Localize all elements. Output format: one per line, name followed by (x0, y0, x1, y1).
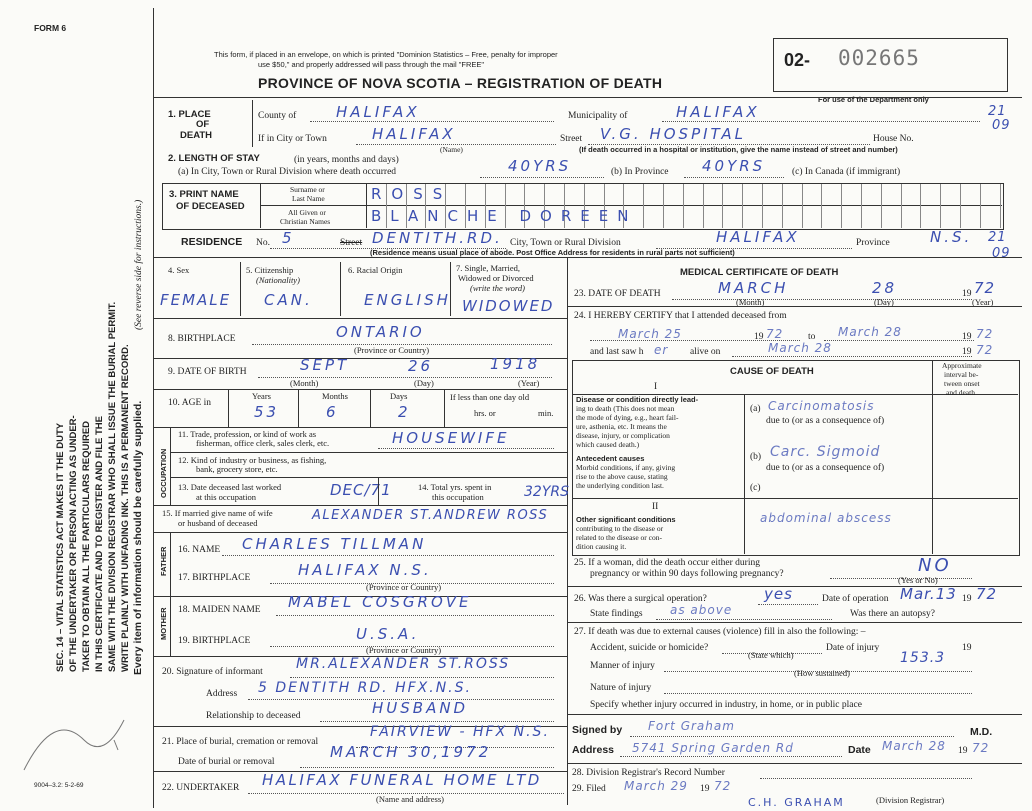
divider-medical (567, 257, 568, 805)
last-saw-pronoun: er (654, 343, 669, 357)
cause-b-label: (b) (750, 452, 762, 462)
spouse-label-1: 15. If married give name of wife (162, 508, 273, 518)
attend-from-year: 72 (766, 327, 784, 341)
total-years-label-2: this occupation (432, 492, 484, 502)
letter-cell-divider (881, 184, 882, 206)
letter-cell-divider (663, 206, 664, 228)
given-label-1: All Given or (288, 208, 326, 217)
residence-no-value: 5 (282, 229, 295, 247)
pregnancy-label-1: 25. If a woman, did the death occur either during (574, 558, 760, 568)
letter-cell-divider (920, 206, 921, 228)
envelope-note-2: use $50," and properly addressed will pass through the mail "FREE" (258, 60, 485, 69)
dob-day: 26 (408, 357, 434, 375)
letter-cell-divider (1000, 184, 1001, 206)
dob-day-caption: (Day) (414, 378, 434, 388)
mother-birthplace-caption: (Province or Country) (366, 645, 442, 655)
marital-value: WIDOWED (462, 297, 555, 315)
signed-by-label: Signed by (572, 724, 623, 736)
surgery-label: 26. Was there a surgical operation? (574, 594, 707, 604)
age-months-label: Months (322, 391, 348, 401)
city-label: If in City or Town (258, 134, 327, 144)
other-conditions-value: abdominal abscess (760, 511, 892, 525)
letter-cell-divider (762, 206, 763, 228)
letter-cell-divider (584, 184, 585, 206)
due-to-label-1: due to (or as a consequence of) (766, 416, 885, 426)
attend-to-prefix: 19 (962, 332, 972, 342)
form-number: FORM 6 (34, 23, 67, 33)
citizenship-label-1: 5. Citizenship (246, 265, 294, 275)
informant-address-value: 5 DENTITH RD. HFX.N.S. (258, 680, 472, 696)
side-note-3: TAKER TO OBTAIN ALL THE PARTICULARS REQUIRED (81, 420, 92, 672)
dob-label: 9. DATE OF BIRTH (168, 367, 247, 377)
mother-side-label: MOTHER (159, 607, 168, 640)
department-note: For use of the Department only (818, 95, 929, 104)
age-label: 10. AGE in (168, 398, 212, 408)
dept-code-4: 09 (992, 246, 1011, 261)
burial-date-label: Date of burial or removal (178, 757, 275, 767)
letter-cell-divider (920, 184, 921, 206)
letter-cell-divider (821, 206, 822, 228)
industry-label-1: 12. Kind of industry or business, as fishing, (178, 455, 327, 465)
letter-cell-divider (861, 184, 862, 206)
registrar-caption: (Division Registrar) (876, 795, 945, 805)
division-label: City, Town or Rural Division (510, 238, 621, 248)
other-label-3: related to the disease or con- (576, 533, 663, 542)
letter-cell-divider (465, 184, 466, 206)
mother-maiden-label: 18. MAIDEN NAME (178, 605, 261, 615)
letter-cell-divider (505, 184, 506, 206)
filed-year-prefix: 19 (700, 784, 710, 794)
industry-label-2: bank, grocery store, etc. (196, 464, 278, 474)
side-note-1: SEC. 14 – VITAL STATISTICS ACT MAKES IT THE DUTY (55, 422, 66, 672)
age-days-label: Days (390, 391, 408, 401)
letter-cell-divider (782, 206, 783, 228)
letter-cell-divider (802, 206, 803, 228)
total-years-label-1: 14. Total yrs. spent in (418, 482, 492, 492)
age-days-value: 2 (398, 403, 411, 421)
place-label-3: DEATH (180, 130, 213, 141)
stay-b-label: (b) In Province (611, 167, 669, 177)
antecedent-label-4: the underlying condition last. (576, 481, 664, 490)
side-note-7: (See reverse side for instructions.) (134, 199, 144, 330)
county-label: County of (258, 111, 297, 121)
specify-label: Specify whether injury occurred in industry, in home, or in public place (590, 700, 862, 710)
dod-day: 28 (872, 279, 898, 297)
burial-date-value: MARCH 30,1972 (330, 743, 492, 761)
pregnancy-caption: (Yes or No) (898, 575, 938, 585)
registration-number: 002665 (838, 46, 920, 70)
residence-street-value: DENTITH.RD. (372, 229, 503, 247)
city-name-caption: (Name) (440, 145, 463, 154)
letter-cell-divider (841, 206, 842, 228)
dod-month: MARCH (718, 279, 789, 297)
city-value: HALIFAX (372, 125, 456, 143)
medical-header: MEDICAL CERTIFICATE OF DEATH (680, 267, 839, 278)
given-names-value: BLANCHE DOREEN (371, 207, 638, 225)
hospital-note: (If death occurred in a hospital or institution, give the name instead of street and number) (579, 145, 898, 154)
father-birthplace-value: HALIFAX N.S. (298, 561, 432, 579)
place-label-1: 1. PLACE (168, 109, 211, 120)
marital-label-3: (write the word) (470, 283, 525, 293)
attend-to-year: 72 (976, 327, 994, 341)
trade-label-2: fisherman, office clerk, sales clerk, etc. (196, 438, 330, 448)
md-label: M.D. (970, 726, 993, 738)
letter-cell-divider (861, 206, 862, 228)
spouse-label-2: or husband of deceased (178, 518, 258, 528)
dod-label: 23. DATE OF DEATH (574, 289, 661, 299)
dod-year-prefix: 19 (962, 289, 972, 299)
attend-from: March 25 (618, 327, 682, 341)
pregnancy-value: NO (918, 555, 952, 576)
stay-label: 2. LENGTH OF STAY (168, 153, 260, 164)
letter-cell-divider (1000, 206, 1001, 228)
side-note-2: OF THE UNDERTAKER OR PERSON ACTING AS UNDER- (68, 415, 79, 672)
dept-code-3: 21 (988, 230, 1007, 245)
date-year: 72 (972, 741, 990, 755)
interval-header-3: tween onset (944, 379, 980, 388)
attend-to: March 28 (838, 325, 902, 339)
state-which-caption: (State which) (748, 650, 794, 660)
injury-date-label: Date of injury (826, 643, 880, 653)
citizenship-value: CAN. (264, 291, 313, 309)
last-saw-year: 72 (976, 343, 994, 357)
residence-street-label: Street (340, 238, 363, 248)
nature-label: Nature of injury (590, 683, 652, 693)
letter-cell-divider (881, 206, 882, 228)
letter-cell-divider (980, 206, 981, 228)
residence-label: RESIDENCE (181, 236, 243, 248)
letter-cell-divider (544, 184, 545, 206)
sex-value: FEMALE (160, 291, 232, 309)
disease-label-6: which caused death.) (576, 440, 640, 449)
other-label-4: dition causing it. (576, 542, 627, 551)
registration-prefix: 02- (784, 50, 811, 70)
letter-cell-divider (683, 184, 684, 206)
surname-label-1: Surname or (290, 185, 325, 194)
cause-header: CAUSE OF DEATH (730, 366, 814, 377)
street-value: V.G. HOSPITAL (600, 125, 746, 143)
frame-top (153, 97, 1022, 98)
letter-cell-divider (703, 184, 704, 206)
letter-cell-divider (960, 206, 961, 228)
due-to-label-2: due to (or as a consequence of) (766, 463, 885, 473)
marital-label-1: 7. Single, Married, (456, 263, 520, 273)
manner-label: Manner of injury (590, 661, 655, 671)
margin-scribble-icon (14, 700, 134, 780)
informant-address-label: Address (206, 689, 238, 699)
surgery-date-label: Date of operation (822, 594, 889, 604)
date-year-prefix: 19 (958, 746, 968, 756)
age-lt-label: If less than one day old (450, 392, 530, 402)
stay-a-label: (a) In City, Town or Rural Division where death occurred (178, 167, 397, 177)
dod-month-caption: (Month) (736, 297, 765, 307)
disease-label-1: Disease or condition directly lead- (576, 395, 699, 404)
letter-cell-divider (802, 184, 803, 206)
disease-label-4: ure, asthenia, etc. It means the (576, 422, 667, 431)
name-label-1: 3. PRINT NAME (169, 189, 239, 200)
dept-code-2: 09 (992, 118, 1011, 133)
letter-cell-divider (841, 184, 842, 206)
divider-residence (153, 257, 1022, 258)
antecedent-label-3: rise to the above cause, stating (576, 472, 668, 481)
age-months-value: 6 (326, 403, 339, 421)
given-label-2: Christian Names (280, 217, 331, 226)
informant-sig-value: MR.ALEXANDER ST.ROSS (296, 656, 511, 672)
side-note-4: IN THIS CERTIFICATE AND TO REGISTER AND FILE THE (94, 416, 105, 672)
undertaker-caption: (Name and address) (376, 794, 444, 804)
father-birthplace-label: 17. BIRTHPLACE (178, 573, 251, 583)
street-label: Street (560, 134, 583, 144)
external-label: 27. If death was due to external causes (violence) fill in also the following: – (574, 627, 866, 637)
birthplace-value: ONTARIO (336, 323, 425, 341)
last-saw-prefix: 19 (962, 347, 972, 357)
divider-place (252, 100, 253, 147)
letter-cell-divider (901, 184, 902, 206)
cause-a-label: (a) (750, 404, 761, 414)
letter-cell-divider (643, 184, 644, 206)
sex-label: 4. Sex (168, 265, 190, 275)
trade-label-1: 11. Trade, profession, or kind of work as (178, 429, 317, 439)
last-worked-label-2: at this occupation (196, 492, 256, 502)
letter-cell-divider (703, 206, 704, 228)
dob-year-caption: (Year) (518, 378, 540, 388)
letter-cell-divider (762, 184, 763, 206)
last-saw-date: March 28 (768, 341, 832, 355)
attend-label: 24. I HEREBY CERTIFY that I attended deceased from (574, 311, 787, 321)
interval-header-1: Approximate (942, 361, 982, 370)
frame-left (153, 8, 154, 808)
letter-cell-divider (742, 206, 743, 228)
findings-label: State findings (590, 609, 643, 619)
dod-day-caption: (Day) (874, 297, 894, 307)
division-value: HALIFAX (716, 228, 800, 246)
side-note-6: WRITE PLAINLY WITH UNFADING INK. THIS IS A PERMANENT RECORD. (120, 344, 131, 672)
residence-note: (Residence means usual place of abode. Post Office Address for residents in rural parts not sufficient) (370, 248, 735, 257)
undertaker-value: HALIFAX FUNERAL HOME LTD (262, 771, 542, 789)
filed-year: 72 (714, 779, 732, 793)
province-label: Province (856, 238, 890, 248)
relationship-value: HUSBAND (372, 699, 469, 717)
total-years-value: 32YRS (524, 484, 569, 500)
date-value: March 28 (882, 739, 946, 753)
last-saw-label-2: alive on (690, 347, 721, 357)
surgery-year-prefix: 19 (962, 594, 972, 604)
mother-birthplace-label: 19. BIRTHPLACE (178, 636, 251, 646)
trade-value: HOUSEWIFE (392, 429, 510, 447)
municipality-value: HALIFAX (676, 103, 760, 121)
place-label-2: OF (196, 119, 210, 130)
letter-cell-divider (960, 184, 961, 206)
cause-c-label: (c) (750, 483, 761, 493)
burial-place-value: FAIRVIEW - HFX N.S. (370, 724, 550, 740)
disease-label-2: ing to death (This does not mean (576, 404, 675, 413)
age-years-value: 53 (254, 403, 280, 421)
disease-label-3: the mode of dying, e.g., heart fail- (576, 413, 679, 422)
footer-code: 9004–3.2: 5-2-69 (34, 782, 84, 789)
injury-year-prefix: 19 (962, 643, 972, 653)
form-title: PROVINCE OF NOVA SCOTIA – REGISTRATION OF DEATH (258, 75, 663, 91)
other-label-2: contributing to the disease or (576, 524, 664, 533)
findings-value: as above (670, 603, 733, 617)
surgery-date-value: Mar.13 (900, 585, 957, 603)
cause-a-value: Carcinomatosis (768, 399, 875, 413)
disease-label-5: disease, injury, or complication (576, 431, 670, 440)
interval-header-4: and death (946, 388, 975, 397)
marital-label-2: Widowed or Divorced (458, 273, 534, 283)
cause-roman-1: I (654, 382, 658, 392)
residence-no-label: No. (256, 238, 270, 248)
municipality-label: Municipality of (568, 111, 628, 121)
surname-value: ROSS (371, 185, 453, 203)
letter-cell-divider (782, 184, 783, 206)
house-label: House No. (873, 134, 914, 144)
spouse-value: ALEXANDER ST.ANDREW ROSS (312, 508, 549, 523)
interval-header-2: interval be- (944, 370, 979, 379)
age-hrs-label: hrs. or (474, 408, 496, 418)
side-note-8: Every item of information should be carefully supplied. (132, 400, 144, 675)
county-value: HALIFAX (336, 103, 420, 121)
address-value: 5741 Spring Garden Rd (632, 741, 794, 755)
side-note-5: SAME WITH THE DIVISION REGISTRAR WHO SHALL ISSUE THE BURIAL PERMIT. (107, 301, 118, 672)
attend-to-word: to (808, 332, 816, 342)
antecedent-label-1: Antecedent causes (576, 454, 645, 463)
manner-code: 153.3 (900, 650, 946, 666)
dod-year-caption: (Year) (972, 297, 994, 307)
letter-cell-divider (623, 184, 624, 206)
envelope-note-1: This form, if placed in an envelope, on which is printed "Dominion Statistics – Free, penalty for improper (214, 50, 558, 59)
date-label: Date (848, 744, 871, 756)
autopsy-label: Was there an autopsy? (850, 609, 935, 619)
letter-cell-divider (604, 184, 605, 206)
last-worked-label-1: 13. Date deceased last worked (178, 482, 282, 492)
racial-origin-value: ENGLISH (364, 291, 451, 309)
last-saw-label-1: and last saw h (590, 347, 644, 357)
dod-year: 72 (974, 279, 996, 297)
letter-cell-divider (940, 184, 941, 206)
occupation-side-label: OCCUPATION (159, 448, 168, 498)
age-min-label: min. (538, 408, 554, 418)
stay-a-value: 40YRS (508, 157, 572, 175)
other-label-1: Other significant conditions (576, 515, 676, 524)
letter-cell-divider (742, 184, 743, 206)
father-birthplace-caption: (Province or Country) (366, 582, 442, 592)
surgery-value: yes (764, 585, 793, 603)
letter-cell-divider (683, 206, 684, 228)
antecedent-label-2: Morbid conditions, if any, giving (576, 463, 676, 472)
filed-label: 29. Filed (572, 784, 606, 794)
how-sustained-caption: (How sustained) (794, 668, 850, 678)
name-label-2: OF DECEASED (176, 201, 245, 212)
burial-place-label: 21. Place of burial, cremation or removal (162, 737, 319, 747)
dob-month: SEPT (300, 356, 350, 374)
pregnancy-label-2: pregnancy or within 90 days following pregnancy? (590, 569, 784, 579)
letter-cell-divider (663, 184, 664, 206)
father-name-label: 16. NAME (178, 545, 221, 555)
letter-cell-divider (722, 206, 723, 228)
address-label: Address (572, 744, 615, 756)
mother-birthplace-value: U.S.A. (356, 625, 420, 643)
racial-origin-label: 6. Racial Origin (348, 265, 403, 275)
letter-cell-divider (901, 206, 902, 228)
letter-cell-divider (564, 184, 565, 206)
letter-cell-divider (821, 184, 822, 206)
informant-sig-label: 20. Signature of informant (162, 667, 263, 677)
father-name-value: CHARLES TILLMAN (242, 535, 427, 553)
birthplace-caption: (Province or Country) (354, 345, 430, 355)
letter-cell-divider (980, 184, 981, 206)
record-number-label: 28. Division Registrar's Record Number (572, 768, 725, 778)
relationship-label: Relationship to deceased (206, 711, 301, 721)
cause-b-value: Carc. Sigmoid (770, 444, 881, 460)
stay-c-label: (c) In Canada (if immigrant) (792, 167, 901, 177)
filed-value: March 29 (624, 779, 688, 793)
last-worked-value: DEC/71 (330, 481, 392, 499)
dept-code-1: 21 (988, 104, 1007, 119)
surname-label-2: Last Name (292, 194, 325, 203)
letter-cell-divider (643, 206, 644, 228)
stay-b-value: 40YRS (702, 157, 766, 175)
letter-cell-divider (940, 206, 941, 228)
letter-cell-divider (485, 184, 486, 206)
dob-year: 1918 (490, 355, 541, 373)
registrar-name: C.H. GRAHAM (748, 796, 845, 809)
accident-label: Accident, suicide or homicide? (590, 643, 709, 653)
surgery-year: 72 (976, 585, 998, 603)
age-years-label: Years (252, 391, 271, 401)
letter-cell-divider (722, 184, 723, 206)
birthplace-label: 8. BIRTHPLACE (168, 334, 236, 344)
mother-maiden-value: MABEL COSGROVE (288, 593, 472, 611)
undertaker-label: 22. UNDERTAKER (162, 783, 240, 793)
dob-month-caption: (Month) (290, 378, 319, 388)
stay-label-sub: (in years, months and days) (294, 155, 399, 165)
letter-cell-divider (524, 184, 525, 206)
father-side-label: FATHER (159, 546, 168, 576)
citizenship-label-2: (Nationality) (256, 275, 300, 285)
cause-roman-2: II (652, 502, 659, 512)
province-value: N.S. (930, 228, 973, 246)
signed-by-value: Fort Graham (648, 719, 735, 733)
attend-from-prefix: 19 (754, 332, 764, 342)
